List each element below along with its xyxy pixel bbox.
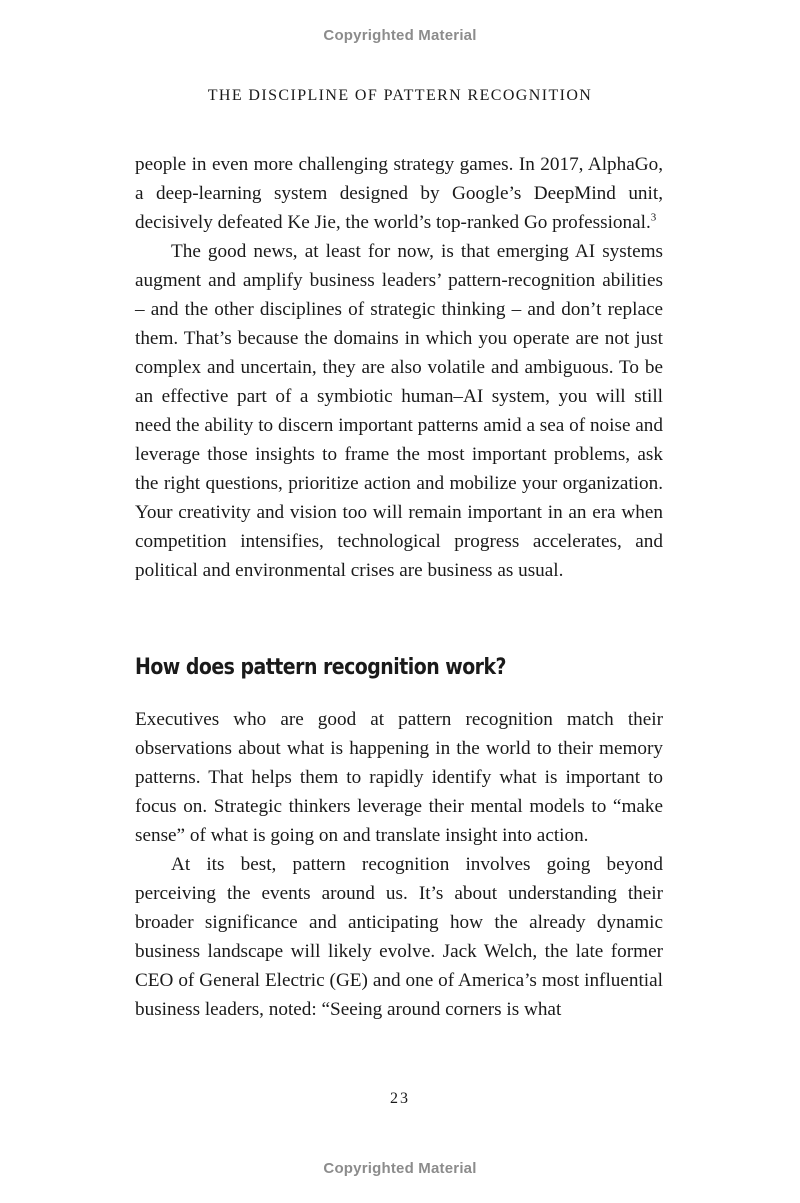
body-text-block: [135, 150, 663, 585]
paragraph: The good news, at least for now, is that emerging AI systems augment and amplify business leaders’ pattern-recognition abilities – and the other disciplines of strategic thinking – and don’t replace them. That’s because the domains in which you operate are not just complex and uncertain, they are also volatile and ambiguous. To be an effective part of a symbiotic human–AI system, you will still need the ability to discern important patterns amid a sea of noise and leverage those insights to frame the most important problems, ask the right questions, prioritize action and mobilize your organization. Your creativity and vision too will remain important in an era when competition intensifies, technological progress accelerates, and political and environmental crises are business as usual.: [135, 241, 663, 581]
footnote-marker[interactable]: 3: [650, 211, 657, 224]
copyright-watermark-top: Copyrighted Material: [323, 27, 477, 44]
paragraph: [135, 150, 663, 237]
page-number: 23: [390, 1090, 410, 1107]
paragraph: Executives who are good at pattern recognition match their observations about what is happening in the world to their memory patterns. That helps them to rapidly identify what is important to focus on. Strategic thinkers leverage their mental models to “make sense” of what is going on and translate insight into action.: [135, 709, 663, 846]
running-head: THE DISCIPLINE OF PATTERN RECOGNITION: [207, 87, 593, 104]
paragraph: At its best, pattern recognition involves going beyond perceiving the events around us. It’s about understanding their broader significance and anticipating how the already dynamic business landscape will likely evolve. Jack Welch, the late former CEO of General Electric (GE) and one of America’s most influential business leaders, noted: “Seeing around corners is what: [135, 854, 663, 1020]
copyright-watermark-bottom: Copyrighted Material: [323, 1160, 477, 1177]
paragraph-text: people in even more challenging strategy games. In 2017, AlphaGo, a deep-learning system designed by Google’s DeepMind unit, decisively defeated Ke Jie, the world’s top-ranked Go professional.: [135, 154, 663, 233]
section-heading: How does pattern recognition work?: [135, 655, 507, 680]
section-text-block: [135, 705, 663, 1024]
